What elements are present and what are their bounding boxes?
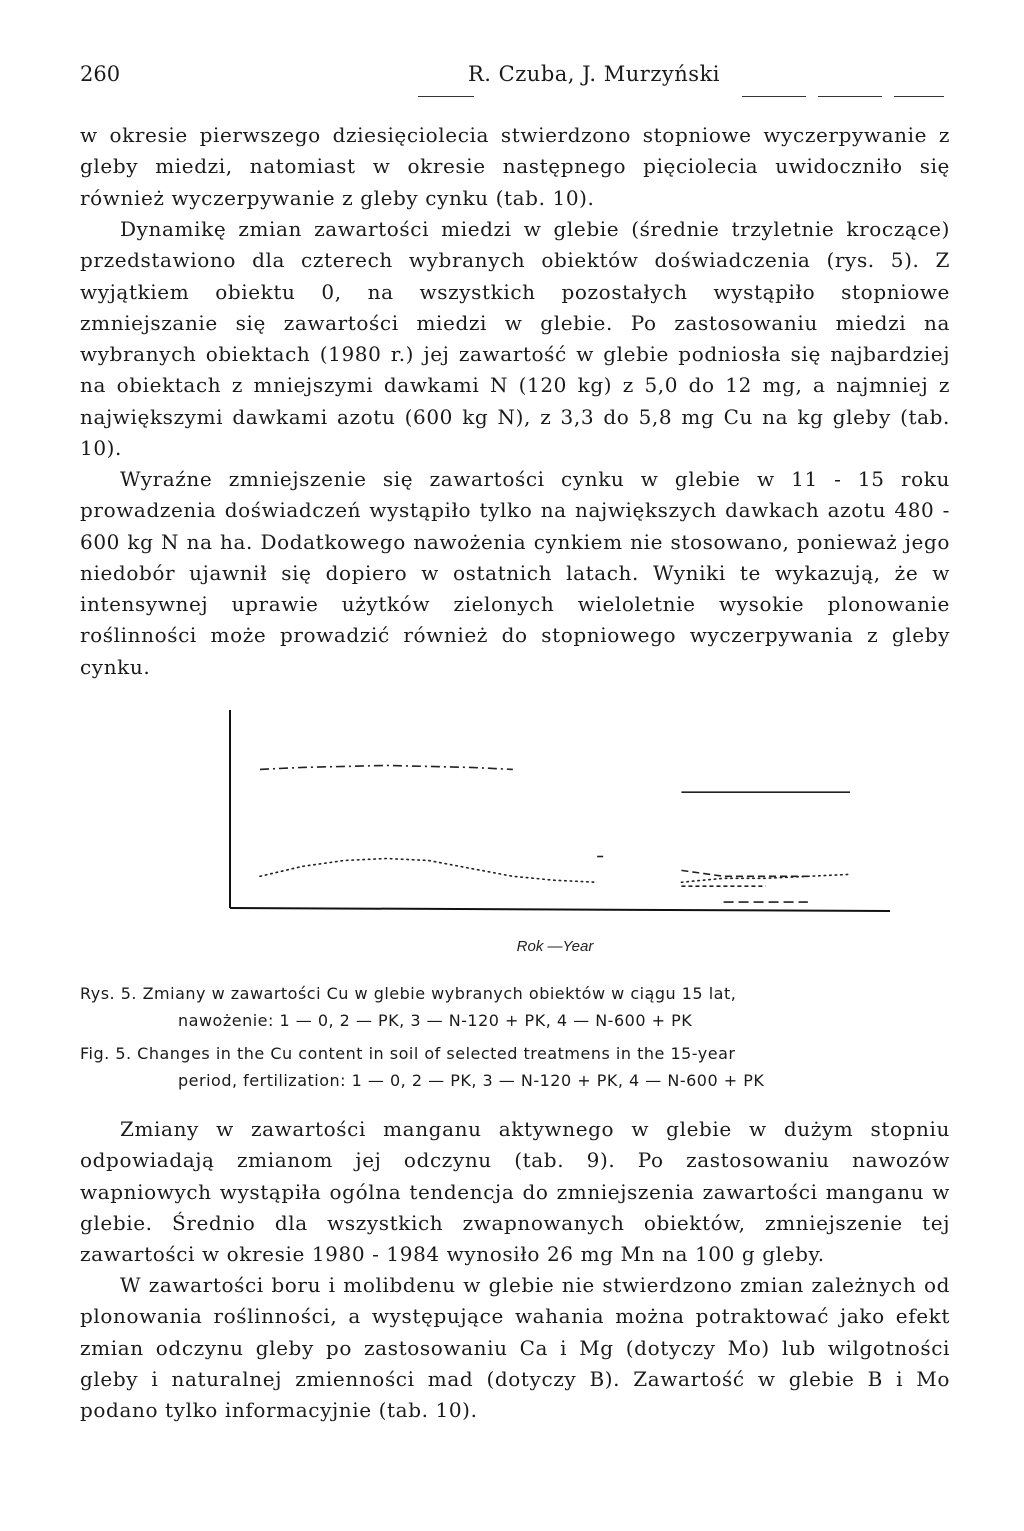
caption-english xyxy=(80,1040,950,1094)
header-rule-right-1 xyxy=(742,96,806,97)
series-4-line-2 xyxy=(681,870,807,876)
paragraph-5: W zawartości boru i molibdenu w glebie nie stwierdzono zmian zależnych od plonowania roślinności, a występujące wahania można potraktować jako efekt zmian odczynu gleby po zastosowaniu Ca i Mg (dotyczy Mo) lub wilgotności gleby i naturalnej zmienności mad (dotyczy B). Zawartość w glebie B i Mo podano tylko informacyjnie (tab. 10). xyxy=(80,1273,950,1423)
caption-polish xyxy=(80,980,950,1034)
caption-polish-line-1: Rys. 5. Zmiany w zawartości Cu w glebie wybranych obiektów w ciągu 15 lat, xyxy=(80,984,737,1003)
paragraph-3: Wyraźne zmniejszenie się zawartości cynku w glebie w 11 - 15 roku prowadzenia doświadczeń wystąpiło tylko na największych dawkach azotu 480 - 600 kg N na ha. Dodatkowego nawożenia cynkiem nie stosowano, ponieważ jego niedobór ujawnił się dopiero w ostatnich latach. Wyniki te wykazują, że w intensywnej uprawie użytków zielonych wieloletnie wysokie plonowanie roślinności może prowadzić również do stopniowego wyczerpywania z gleby cynku. xyxy=(80,467,950,679)
caption-polish-line-2: nawożenie: 1 — 0, 2 — PK, 3 — N-120 + PK, 4 — N-600 + PK xyxy=(178,1011,693,1030)
caption-english-line-2: period, fertilization: 1 — 0, 2 — PK, 3 — N-120 + PK, 4 — N-600 + PK xyxy=(178,1071,765,1090)
header-rule-right-3 xyxy=(894,96,944,97)
caption-english-line-1: Fig. 5. Changes in the Cu content in soil of selected treatmens in the 15-year xyxy=(80,1044,736,1063)
x-axis-label: Rok —Year xyxy=(516,938,594,955)
header-rule-left xyxy=(418,96,474,97)
running-header xyxy=(80,62,950,92)
paragraph-1: w okresie pierwszego dziesięciolecia stwierdzono stopniowe wyczerpywanie z gleby miedzi, natomiast w okresie następnego pięciolecia uwidoczniło się również wyczerpywanie z gleby cynku (tab. 10). xyxy=(80,123,950,210)
x-axis-line xyxy=(230,908,890,911)
running-authors: R. Czuba, J. Murzyński xyxy=(468,62,721,86)
series-3-line-1 xyxy=(260,859,597,883)
figure-5-chart xyxy=(200,700,920,960)
paragraph-4: Zmiany w zawartości manganu aktywnego w glebie w dużym stopniu odpowiadają zmianom jej odczynu (tab. 9). Po zastosowaniu nawozów wapniowych wystąpiła ogólna tendencja do zmniejszenia zawartości manganu w glebie. Średnio dla wszystkich zwapnowanych obiektów, zmniejszenie tej zawartości w okresie 1980 - 1984 wynosiło 26 mg Mn na 100 g gleby. xyxy=(80,1117,950,1267)
series-1-line-1 xyxy=(260,765,513,769)
series-3-line-2 xyxy=(681,874,850,882)
chart-series xyxy=(260,765,850,902)
page-number: 260 xyxy=(80,62,121,86)
header-rule-right-2 xyxy=(818,96,882,97)
paragraph-2: Dynamikę zmian zawartości miedzi w glebie (średnie trzyletnie kroczące) przedstawiono dla czterech wybranych obiektów doświadczenia (rys. 5). Z wyjątkiem obiektu 0, na wszystkich pozostałych wystąpiło stopniowe zmniejszanie się zawartości miedzi w glebie. Po zastosowaniu miedzi na wybranych obiektach (1980 r.) jej zawartość w glebie podniosła się najbardziej na obiektach z mniejszymi dawkami N (120 kg) z 5,0 do 12 mg, a najmniej z największymi dawkami azotu (600 kg N), z 3,3 do 5,8 mg Cu na kg gleby (tab. 10). xyxy=(80,217,950,461)
